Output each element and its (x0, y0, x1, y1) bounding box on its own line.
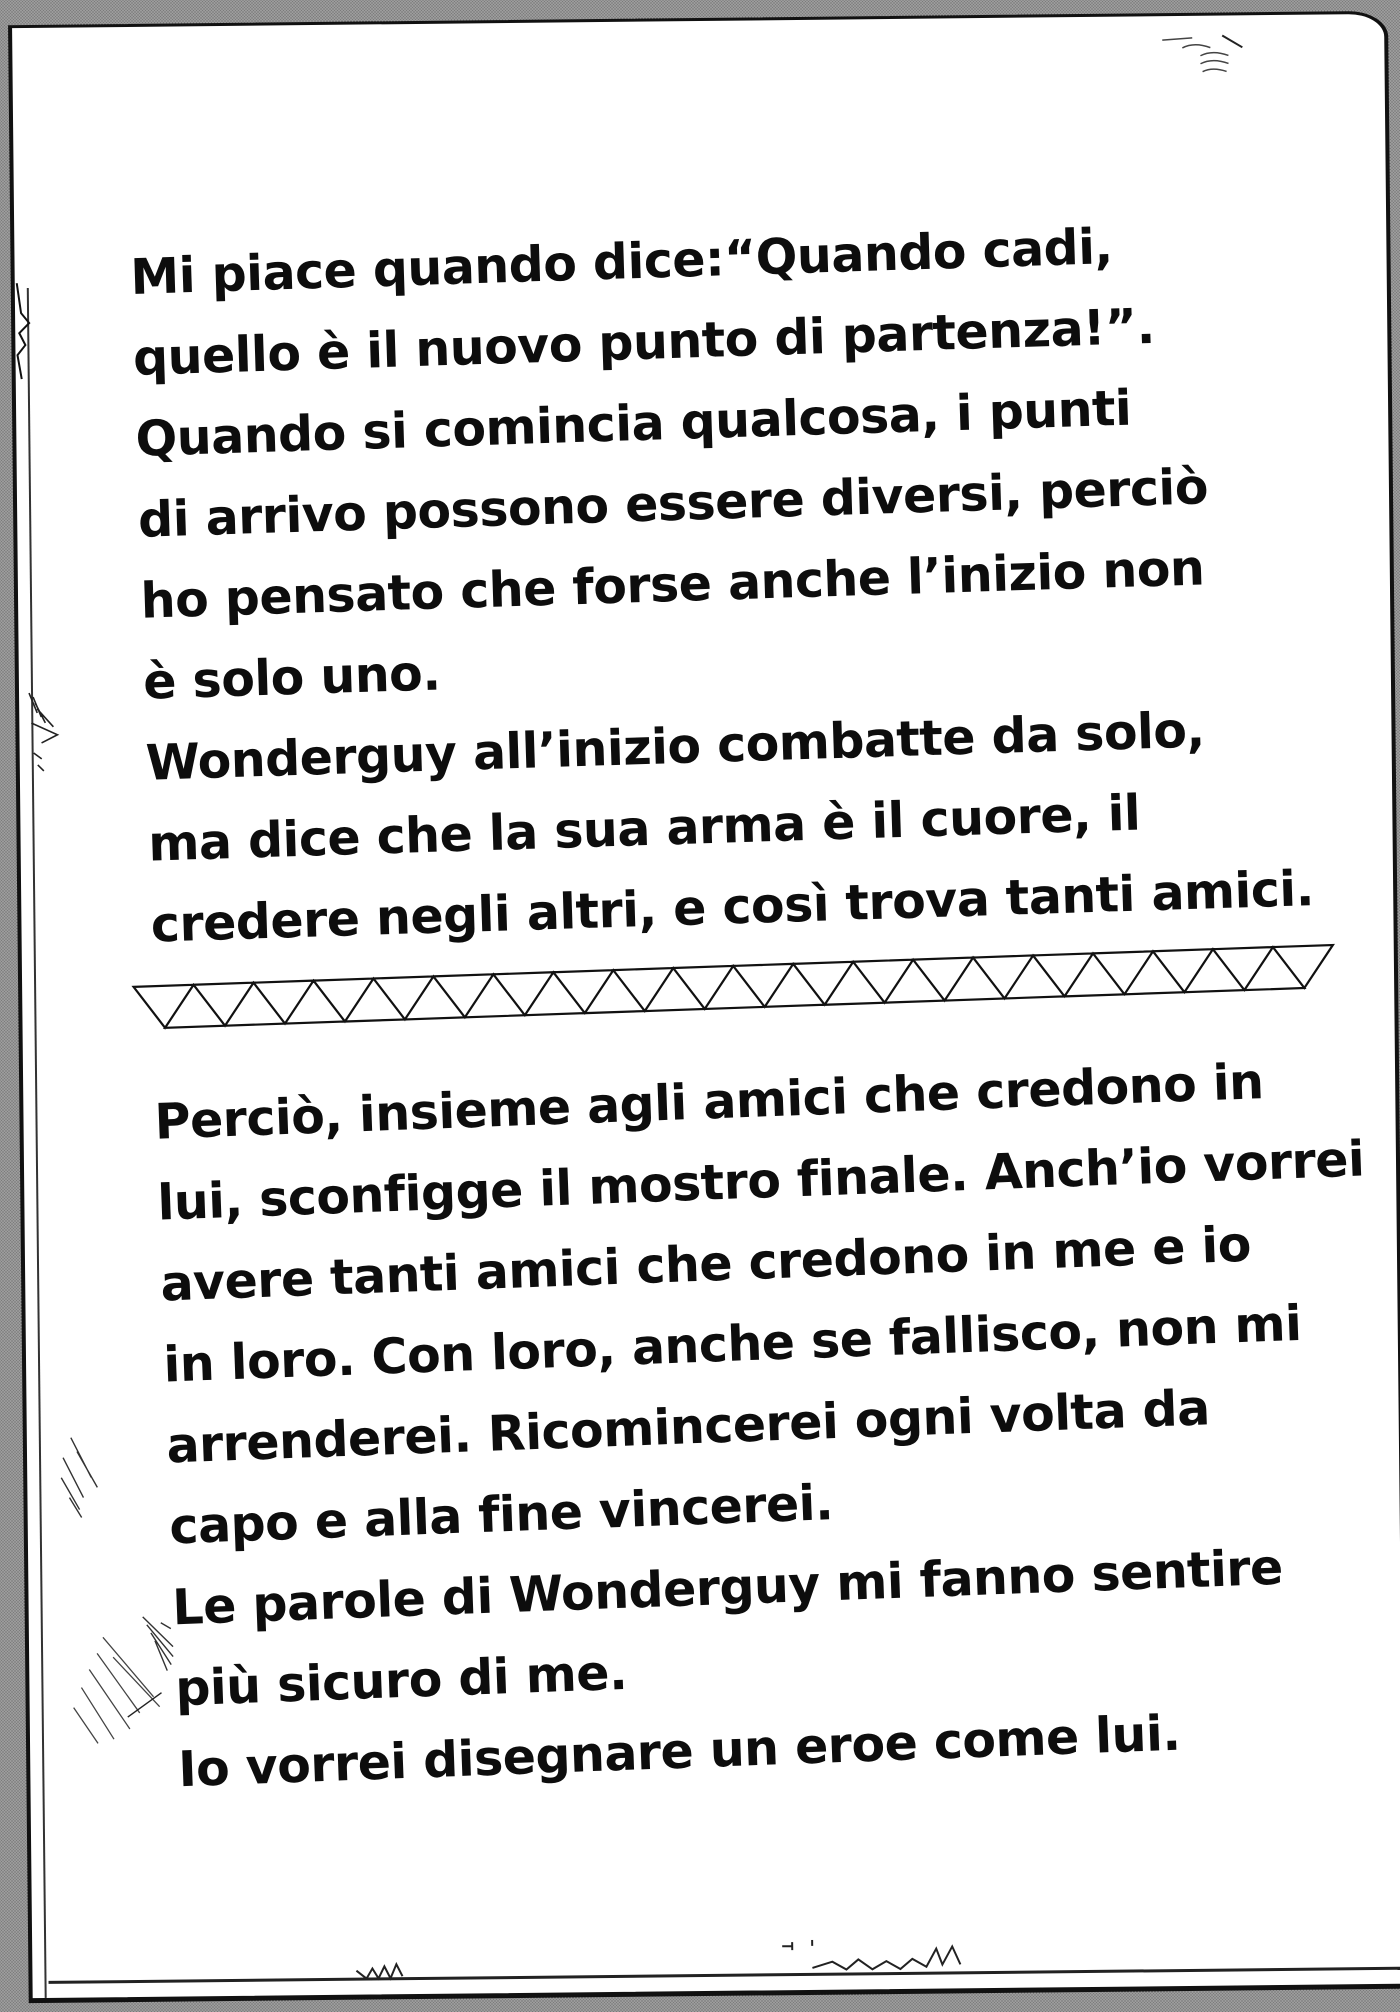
text-line: Perciò, insieme agli amici che credono in (153, 1053, 1265, 1151)
text-line: Io vorrei disegnare un eroe come lui. (177, 1704, 1182, 1799)
text-line: ma dice che la sua arma è il cuore, il (147, 784, 1142, 873)
edge-scribble-left-mid-icon (23, 683, 64, 783)
text-line: Mi piace quando dice:“Quando cadi, (129, 218, 1114, 306)
edge-scribble-bottom-icon (352, 1937, 1132, 1985)
text-line: ho pensato che forse anche l’inizio non (139, 539, 1206, 630)
edge-scribble-top-right-icon (1152, 29, 1263, 90)
document-page (8, 11, 1400, 2003)
text-line: di arrivo possono essere diversi, perciò (137, 458, 1209, 549)
text-line: Quando si comincia qualcosa, i punti (134, 379, 1133, 468)
edge-scribble-left-lower-icon (41, 1416, 184, 1747)
text-line: arrenderei. Ricomincerei ogni volta da (165, 1379, 1211, 1475)
text-line: più sicuro di me. (174, 1643, 629, 1718)
paragraph-1 (129, 200, 1315, 965)
text-line: lui, sconfigge il mostro finale. Anch’io vorrei (156, 1130, 1366, 1232)
text-line: in loro. Con loro, anche se fallisco, non mi (162, 1294, 1303, 1394)
text-line: credere negli altri, e così trova tanti amici. (149, 860, 1315, 954)
text-line: quello è il nuovo punto di partenza!”. (132, 297, 1156, 387)
text-line: avere tanti amici che credono in me e io (159, 1215, 1252, 1313)
edge-scribble-left-top-icon (15, 283, 46, 383)
text-line: Wonderguy all’inizio combatte da solo, (144, 701, 1206, 792)
text-line: capo e alla fine vincerei. (168, 1474, 835, 1556)
paragraph-2 (153, 1038, 1386, 1811)
text-line: Le parole di Wonderguy mi fanno sentire (171, 1538, 1284, 1637)
text-line: è solo uno. (142, 644, 442, 711)
